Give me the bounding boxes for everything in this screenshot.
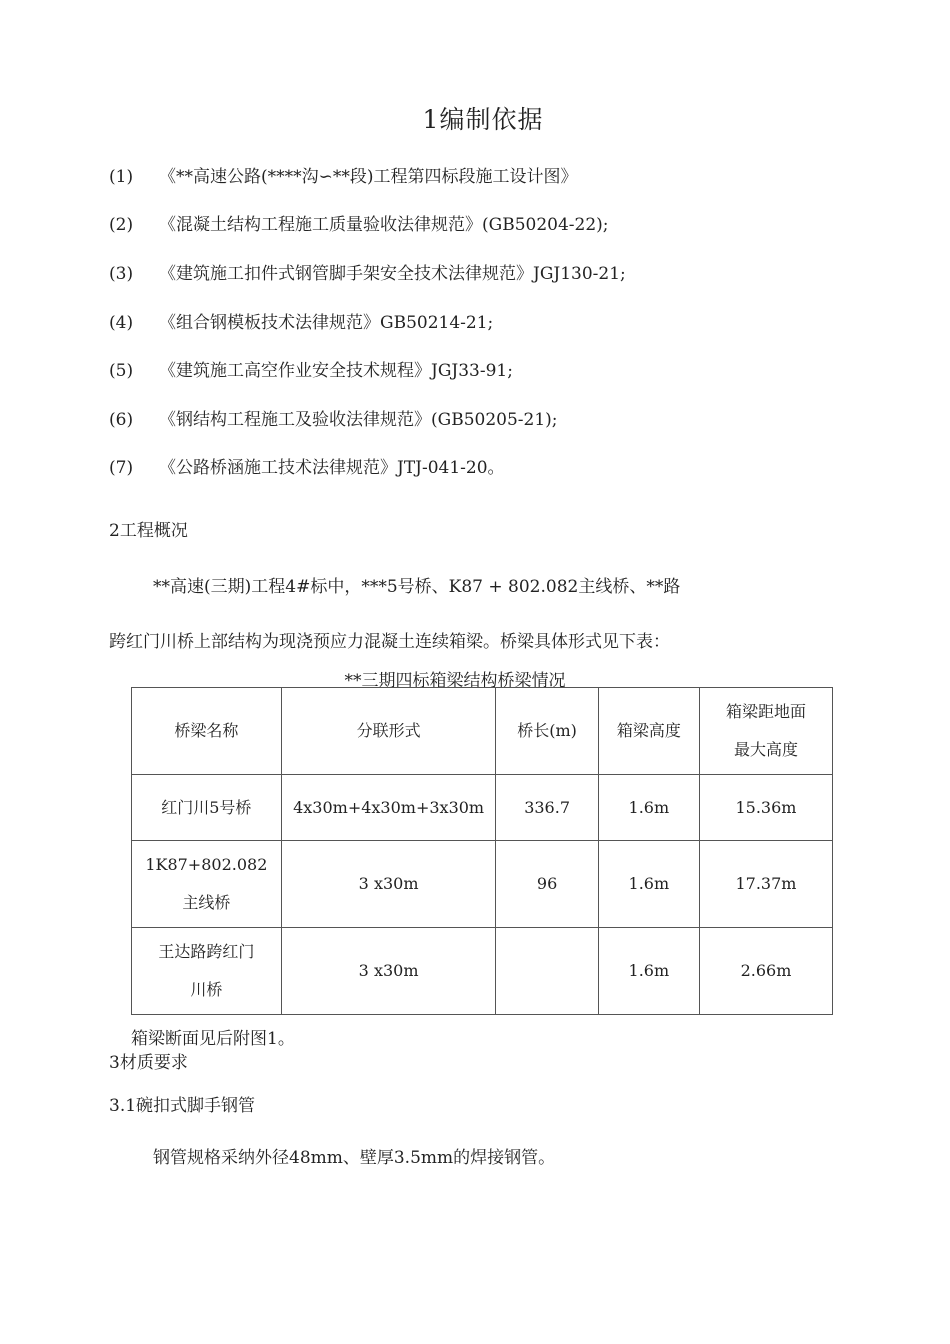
reference-number: (6) <box>109 410 134 430</box>
reference-text: 《混凝土结构工程施工质量验收法律规范》(GB50204-22); <box>159 215 609 235</box>
overview-paragraph-line2: 跨红门川桥上部结构为现浇预应力混凝土连续箱梁。桥梁具体形式见下表： <box>109 632 670 652</box>
cell-length: 96 <box>496 841 598 928</box>
header-span-form: 分联形式 <box>281 688 496 775</box>
header-max-height <box>699 688 832 775</box>
steel-pipe-paragraph: 钢管规格采纳外径48mm、壁厚3.5mm的焊接钢管。 <box>153 1148 556 1168</box>
cell-max-height: 2.66m <box>699 928 832 1015</box>
table-note: 箱梁断面见后附图1。 <box>131 1029 295 1049</box>
section-heading-overview: 2工程概况 <box>109 521 188 541</box>
subsection-heading-steel-pipe: 3.1碗扣式脚手钢管 <box>109 1096 256 1116</box>
cell-span-form: 3 x30m <box>281 928 496 1015</box>
cell-bridge-name-line1: 红门川5号桥 <box>161 797 252 817</box>
reference-text: 《钢结构工程施工及验收法律规范》(GB50205-21); <box>159 410 558 430</box>
reference-item <box>109 162 578 187</box>
table-header-row <box>132 688 833 775</box>
header-length: 桥长(m) <box>496 688 598 775</box>
reference-item <box>109 453 505 478</box>
reference-text: 《**高速公路(****沟∽**段)工程第四标段施工设计图》 <box>159 167 578 187</box>
cell-length: 336.7 <box>496 775 598 841</box>
cell-bridge-name <box>132 775 282 841</box>
reference-number: (7) <box>109 458 134 478</box>
bridge-table <box>131 687 833 1015</box>
reference-text: 《组合钢模板技术法律规范》GB50214-21; <box>159 313 494 333</box>
cell-bridge-name-line1: 1K87+802.082 <box>145 855 268 874</box>
reference-number: (3) <box>109 264 134 284</box>
cell-max-height: 15.36m <box>699 775 832 841</box>
header-max-height-line2: 最大高度 <box>733 740 798 759</box>
cell-bridge-name-line2: 川桥 <box>190 980 223 999</box>
reference-item <box>109 259 626 284</box>
header-beam-height: 箱梁高度 <box>598 688 699 775</box>
reference-item <box>109 405 558 430</box>
table-caption: **三期四标箱梁结构桥梁情况 <box>344 671 566 691</box>
cell-bridge-name-line1: 王达路跨红门 <box>158 942 255 961</box>
section-heading-materials: 3材质要求 <box>109 1053 188 1073</box>
reference-number: (5) <box>109 361 134 381</box>
cell-span-form: 3 x30m <box>281 841 496 928</box>
cell-length <box>496 928 598 1015</box>
table-row <box>132 928 833 1015</box>
reference-item <box>109 210 609 235</box>
cell-beam-height: 1.6m <box>598 841 699 928</box>
cell-max-height: 17.37m <box>699 841 832 928</box>
page-title: 1编制依据 <box>422 105 544 134</box>
reference-item <box>109 356 513 381</box>
table-row <box>132 775 833 841</box>
cell-bridge-name <box>132 841 282 928</box>
cell-beam-height: 1.6m <box>598 775 699 841</box>
reference-text: 《公路桥涵施工技术法律规范》JTJ-041-20。 <box>159 458 505 478</box>
cell-beam-height: 1.6m <box>598 928 699 1015</box>
reference-text: 《建筑施工扣件式钢管脚手架安全技术法律规范》JGJ130-21; <box>159 264 626 284</box>
cell-bridge-name <box>132 928 282 1015</box>
reference-number: (1) <box>109 167 134 187</box>
header-max-height-line1: 箱梁距地面 <box>725 702 806 721</box>
reference-item <box>109 308 493 333</box>
header-bridge-name: 桥梁名称 <box>132 688 282 775</box>
cell-span-form: 4x30m+4x30m+3x30m <box>281 775 496 841</box>
reference-number: (2) <box>109 215 134 235</box>
reference-text: 《建筑施工高空作业安全技术规程》JGJ33-91; <box>159 361 513 381</box>
cell-bridge-name-line2: 主线桥 <box>182 893 231 912</box>
overview-paragraph-line1: **高速(三期)工程4#标中，***5号桥、K87 + 802.082主线桥、**路 <box>153 577 681 597</box>
reference-number: (4) <box>109 313 134 333</box>
table-row <box>132 841 833 928</box>
